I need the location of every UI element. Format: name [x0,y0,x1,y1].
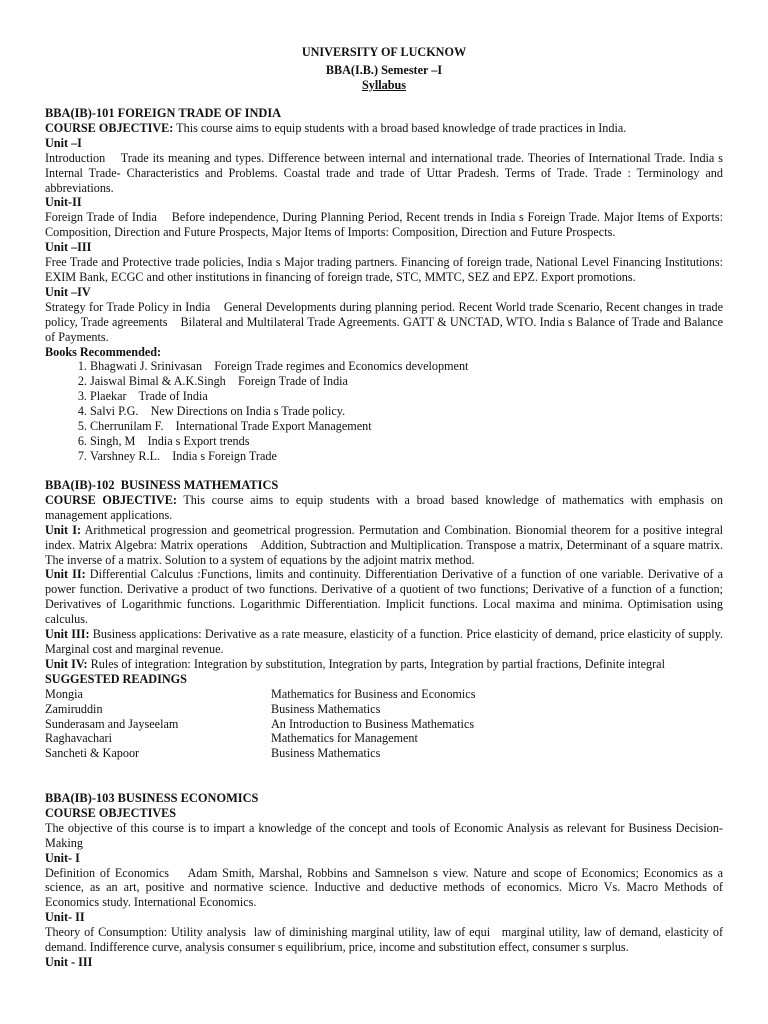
unit-1-text: Introduction Trade its meaning and types. Difference between internal and international trade. Theories of International Trade. India s Internal Trade- Characteristics and Problems. Coastal trade and trade of Uttar Pradesh. Terms of Trade. Trade : Terminology and abbreviations. [45,150,727,195]
book-item: 6. Singh, M India s Export trends [90,434,723,449]
reading-author: Sancheti & Kapoor [45,746,140,761]
course-102-objective [45,492,727,523]
unit-1-text: Definition of Economics Adam Smith, Marshal, Robbins and Samnelson s view. Nature and scope of Economics; Economics as a science, as an art, positive and normative science. Inductive and deductive methods of economics. Micro Vs. Macro Methods of Economics study. International Economics. [45,865,727,910]
reading-author: Raghavachari [45,731,112,746]
unit-1-label: Unit –I [45,135,82,150]
unit-3-label: Unit –III [45,240,92,255]
unit-3-text: Free Trade and Protective trade policies, India s Major trading partners. Financing of foreign trade, National Level Financing Institutions: EXIM Bank, ECGC and other institutions in financing of foreign trade, STC, MMTC, SEZ and EPZ. Export promotions. [45,255,727,284]
unit-4-text: Strategy for Trade Policy in India General Developments during planning period. Recent World trade Scenario, Recent changes in trade policy, Trade agreements Bilateral and Multilateral Trade Agreements. GATT & UNCTAD, WTO. India s Balance of Trade and Balance of Payments. [45,299,727,344]
unit-2-label: Unit II: [45,567,86,582]
book-item: 4. Salvi P.G. New Directions on India s Trade policy. [90,404,723,419]
book-item: 2. Jaiswal Bimal & A.K.Singh Foreign Trade of India [90,374,723,389]
book-item: 7. Varshney R.L. India s Foreign Trade [90,449,723,464]
unit-4-label: Unit IV: [45,656,88,671]
course-103-title: BBA(IB)-103 BUSINESS ECONOMICS [45,791,259,805]
book-item: 1. Bhagwati J. Srinivasan Foreign Trade regimes and Economics development [90,359,723,374]
program-title: BBA(I.B.) Semester –I [325,63,443,77]
unit-4-body: Rules of integration: Integration by substitution, Integration by parts, Integration by partial fractions, Definite integral [87,656,665,671]
readings-label: SUGGESTED READINGS [45,671,187,686]
reading-title: An Introduction to Business Mathematics [271,716,475,731]
unit-2-body: Differential Calculus :Functions, limits and continuity. Differentiation Derivative of a function of one variable. Derivative of a power function. Derivative a product of two functions. Derivative of a quotient of two functions; Derivative of a function of a function; Derivatives of Logarithmic functions. Logarithmic Differentiation. Implicit functions. Local maxima and minima. Optimisation using calculus. [45,567,727,627]
course-102-title: BBA(IB)-102 BUSINESS MATHEMATICS [45,478,279,492]
unit-4-text [45,657,723,672]
syllabus-heading: Syllabus [361,78,407,92]
reading-title: Mathematics for Business and Economics [271,686,476,701]
objective-text: This course aims to equip students with a broad based knowledge of mathematics with emphasis on management applications. [45,492,727,522]
unit-4-label: Unit –IV [45,284,91,299]
books-label: Books Recommended: [45,344,162,359]
university-title: UNIVERSITY OF LUCKNOW [301,45,467,59]
unit-1-label: Unit- I [45,850,80,865]
objective-label: COURSE OBJECTIVE: [45,492,177,507]
unit-2-text [45,567,727,627]
reading-title: Mathematics for Management [271,731,418,746]
course-101-title: BBA(IB)-101 FOREIGN TRADE OF INDIA [45,106,282,120]
reading-title: Business Mathematics [271,746,381,761]
readings-list [45,687,723,762]
course-102-section [45,478,727,761]
unit-1-label: Unit I: [45,522,82,537]
unit-3-body: Business applications: Derivative as a rate measure, elasticity of a function. Price elasticity of demand, price elasticity of supply. Marginal cost and marginal revenue. [45,627,727,656]
course-103-objective: The objective of this course is to impart a knowledge of the concept and tools of Economic Analysis as relevant for Business Decision-Making [45,820,723,850]
unit-2-text: Foreign Trade of India Before independence, During Planning Period, Recent trends in India s Foreign Trade. Major Items of Exports: Composition, Direction and Future Prospects, Major Items of Imports: Composition, Direction and Future Prospects. [45,210,727,240]
reading-author: Mongia [45,686,83,701]
reading-title: Business Mathematics [271,701,381,716]
reading-author: Sunderasam and Jayseelam [45,716,179,731]
course-103-section [45,791,727,970]
objective-text: This course aims to equip students with a broad based knowledge of trade practices in India. [173,120,627,135]
unit-1-text [45,522,727,568]
unit-2-label: Unit- II [45,910,85,925]
unit-3-text [45,627,727,657]
unit-2-text: Theory of Consumption: Utility analysis law of diminishing marginal utility, law of equi marginal utility, law of demand, elasticity of demand. Indifference curve, analysis consumer s equilibrium, price, income and substitution effect, consumer s surplus. [45,925,727,955]
unit-2-label: Unit-II [45,195,82,210]
book-item: 5. Cherrunilam F. International Trade Export Management [90,419,723,434]
books-list [45,359,723,463]
unit-3-label: Unit - III [45,954,93,969]
unit-3-label: Unit III: [45,627,90,642]
course-101-objective [45,121,723,136]
course-101-section [45,106,727,464]
reading-author: Zamiruddin [45,701,103,716]
objectives-label: COURSE OBJECTIVES [45,805,177,820]
book-item: 3. Plaekar Trade of India [90,389,723,404]
objective-label: COURSE OBJECTIVE: [45,120,174,135]
unit-1-body: Arithmetical progression and geometrical progression. Permutation and Combination. Bionomial theorem for a positive integral index. Matrix Algebra: Matrix operations Addition, Subtraction and Multiplication. Transpose a matrix, Determinant of a square matrix. The inverse of a matrix. Solution to a system of equations by the adjoint matrix method. [45,522,727,567]
